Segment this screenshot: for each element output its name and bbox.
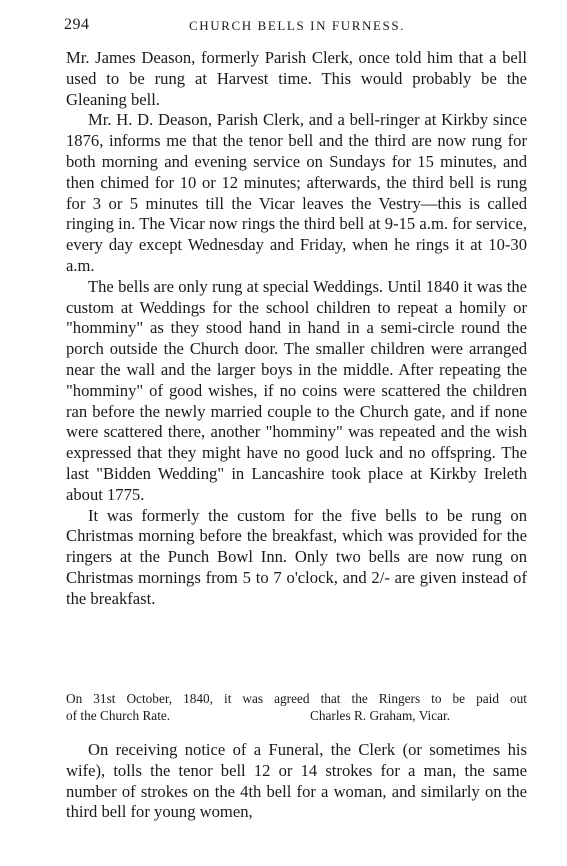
paragraph-harvest-bell: Mr. James Deason, formerly Parish Clerk, once told him that a bell used to be rung at Harvest time. This would probably be the Gleaning bell.	[66, 48, 527, 109]
paragraph-christmas: It was formerly the custom for the five bells to be rung on Christmas morning before the breakfast, which was provided for the ringers at the Punch Bowl Inn. Only two bells are now rung on Christmas mornings from 5 to 7 o'clock, and 2/- are given instead of the breakfast.	[66, 505, 527, 608]
note-signature: Charles R. Graham, Vicar.	[310, 708, 451, 723]
paragraph-weddings: The bells are only rung at special Weddings. Until 1840 it was the custom at Weddings for the school children to repeat a homily or "homminy" as they stood hand in hand in a semi-circle round the porch outside the Church door. The smaller children were arranged near the wall and the larger boys in the middle. After repeating the "homminy" of good wishes, if no coins were scattered the children ran before the newly married couple to the Church gate, and if none were scattered there, another "homminy" was repeated and the wish expressed that they might have no good luck and no offspring. The last "Bidden Wedding" in Lancashire took place at Kirkby Ireleth about 1775.	[66, 276, 527, 504]
ringers-payment-note	[66, 690, 527, 724]
note-line-2	[66, 707, 527, 724]
note-text: On 31st October, 1840, it was agreed that the Ringers to be paid out	[66, 691, 527, 706]
running-head: CHURCH BELLS IN FURNESS.	[188, 18, 406, 33]
paragraph-service-ringing: Mr. H. D. Deason, Parish Clerk, and a bell-ringer at Kirkby since 1876, informs me that the tenor bell and the third are now rung for both morning and evening service on Sundays for 15 minutes, and then chimed for 10 or 12 minutes; afterwards, the third bell is rung for 3 or 5 minutes till the Vicar leaves the Vestry—this is called ringing in. The Vicar now rings the third bell at 9-15 a.m. for service, every day except Wednesday and Friday, when he rings it at 10-30 a.m.	[66, 110, 527, 275]
main-text	[66, 48, 527, 610]
page-header	[64, 16, 530, 38]
note-text-continued: of the Church Rate.	[66, 708, 171, 723]
funeral-text	[66, 740, 527, 823]
paragraph-funeral: On receiving notice of a Funeral, the Clerk (or sometimes his wife), tolls the tenor bell 12 or 14 strokes for a man, the same number of strokes on the 4th bell for a woman, and similarly on the third bell for young women,	[66, 740, 527, 822]
page-number: 294	[64, 16, 90, 33]
